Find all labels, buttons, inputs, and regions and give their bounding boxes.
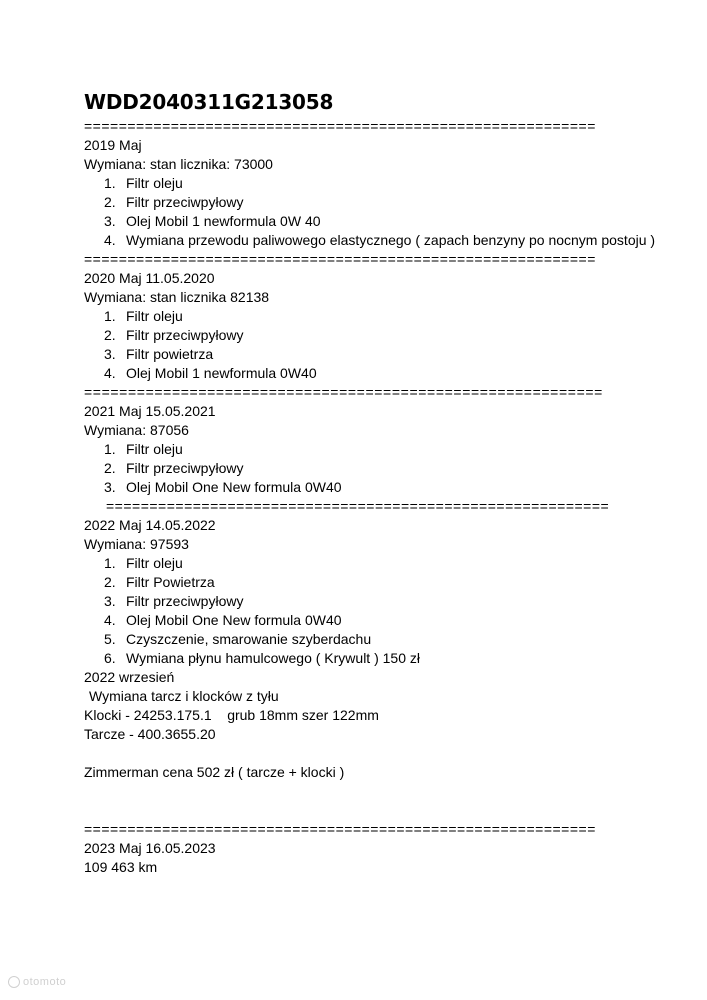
service-list <box>84 440 674 497</box>
list-item: 1. Filtr oleju <box>104 308 183 324</box>
odometer-line: 109 463 km <box>84 859 158 875</box>
spacer <box>84 801 674 820</box>
entry-date: 2021 Maj 15.05.2021 <box>84 403 216 419</box>
odometer-line: Wymiana: stan licznika 82138 <box>84 289 270 305</box>
separator: =========================================================== <box>84 118 596 134</box>
list-item: 2. Filtr przeciwpyłowy <box>104 194 244 210</box>
service-list <box>84 554 674 668</box>
service-list <box>84 174 674 250</box>
list-item: 2. Filtr Powietrza <box>104 574 215 590</box>
note-line: Klocki - 24253.175.1 grub 18mm szer 122mm <box>84 707 379 723</box>
watermark-logo-icon <box>8 976 20 988</box>
list-item: 3. Olej Mobil 1 newformula 0W 40 <box>104 213 321 229</box>
spacer <box>84 744 674 763</box>
separator: =========================================================== <box>84 384 603 400</box>
list-item: 4. Wymiana przewodu paliwowego elastycznego ( zapach benzyny po nocnym postoju ) <box>104 232 656 248</box>
vin-title: WDD2040311G213058 <box>84 90 334 114</box>
spacer <box>84 782 674 801</box>
separator: =========================================================== <box>84 251 596 267</box>
entry-date: 2022 wrzesień <box>84 669 175 685</box>
list-item: 4. Olej Mobil One New formula 0W40 <box>104 612 342 628</box>
separator: =========================================================== <box>84 821 596 837</box>
odometer-line: Wymiana: stan licznika: 73000 <box>84 156 273 172</box>
list-item: 4. Olej Mobil 1 newformula 0W40 <box>104 365 317 381</box>
service-list <box>84 307 674 383</box>
list-item: 6. Wymiana płynu hamulcowego ( Krywult ) 150 zł <box>104 650 420 666</box>
odometer-line: Wymiana: 87056 <box>84 422 189 438</box>
odometer-line: Wymiana: 97593 <box>84 536 189 552</box>
entry-date: 2022 Maj 14.05.2022 <box>84 517 216 533</box>
separator: ========================================================== <box>106 498 610 514</box>
entry-date: 2023 Maj 16.05.2023 <box>84 840 216 856</box>
list-item: 1. Filtr oleju <box>104 441 183 457</box>
note-line: Tarcze - 400.3655.20 <box>84 726 216 742</box>
list-item: 3. Filtr powietrza <box>104 346 214 362</box>
list-item: 3. Filtr przeciwpyłowy <box>104 593 244 609</box>
entry-date: 2020 Maj 11.05.2020 <box>84 270 215 286</box>
list-item: 2. Filtr przeciwpyłowy <box>104 460 244 476</box>
list-item: 1. Filtr oleju <box>104 175 183 191</box>
note-line: Zimmerman cena 502 zł ( tarcze + klocki ) <box>84 764 345 780</box>
list-item: 2. Filtr przeciwpyłowy <box>104 327 244 343</box>
watermark: otomoto <box>8 976 66 988</box>
list-item: 5. Czyszczenie, smarowanie szyberdachu <box>104 631 372 647</box>
note-line: Wymiana tarcz i klocków z tyłu <box>89 688 279 704</box>
list-item: 3. Olej Mobil One New formula 0W40 <box>104 479 342 495</box>
document <box>84 88 674 877</box>
list-item: 1. Filtr oleju <box>104 555 183 571</box>
entry-date: 2019 Maj <box>84 137 142 153</box>
